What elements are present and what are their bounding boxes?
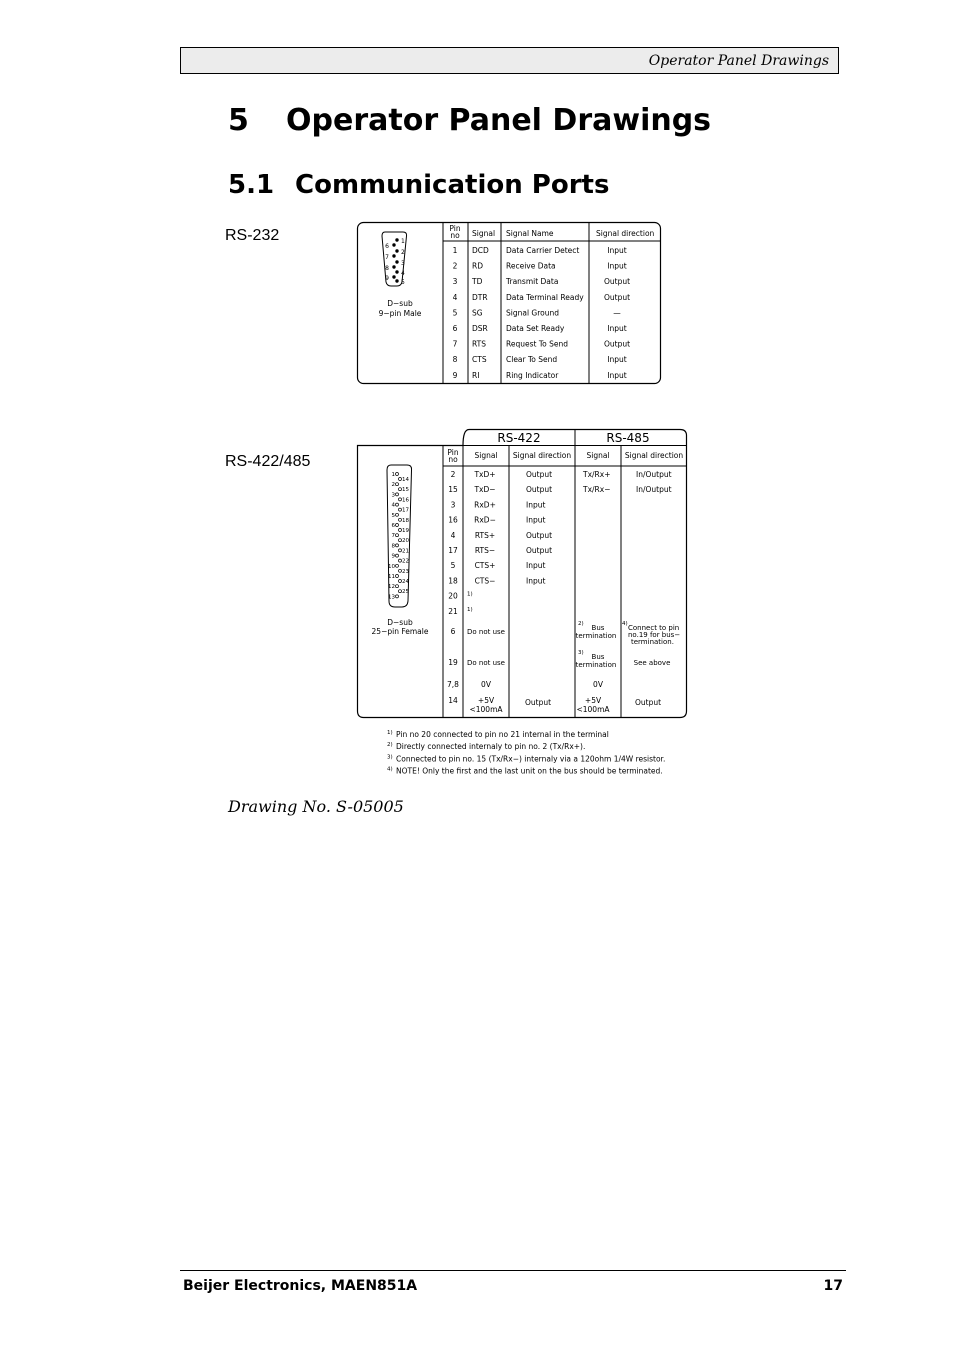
rs232-row-pin: 9 [452, 370, 458, 380]
db25-pin-hole [396, 493, 399, 496]
rs232-row-direction: — [613, 308, 621, 318]
rs232-row-name: Receive Data [506, 261, 556, 271]
db25-pin-label: 2 [391, 482, 395, 489]
section-title: Communication Ports [295, 170, 610, 200]
db25-pin-hole [396, 534, 399, 537]
rs232-connector-pins: 9−pin Male [378, 309, 422, 318]
rs422-row-direction: Input [526, 515, 546, 525]
db25-pin-label: 1 [391, 472, 395, 478]
footnote-text: Pin no 20 connected to pin no 21 internal in the terminal [396, 730, 609, 739]
db9-pin-7: 7 [385, 254, 389, 261]
db9-pin-1: 1 [401, 238, 405, 245]
pin19-485-signal-l1: Bus [591, 653, 605, 661]
rs422-row-direction: Output [526, 470, 553, 479]
db9-pin-6: 6 [385, 243, 389, 250]
db25-pin-label: 12 [388, 584, 395, 591]
db25-pin-label: 20 [402, 538, 409, 545]
db25-pin-hole [396, 524, 399, 527]
rs485-header-direction: Signal direction [624, 451, 684, 460]
rs422-row-pin: 4 [450, 530, 456, 540]
db9-pins [385, 238, 405, 286]
rs422-row-pin: 3 [450, 500, 456, 510]
rs232-row-name: Data Set Ready [506, 324, 565, 333]
db25-pin-label: 14 [402, 477, 409, 483]
pin78-pin: 7,8 [447, 680, 459, 689]
rs232-row-direction: Output [603, 277, 631, 287]
rs485-row-direction: In/Output [636, 470, 672, 479]
rs232-row-direction: Input [607, 246, 627, 255]
db25-pin-hole [396, 554, 399, 557]
rs232-row-signal: RTS [472, 339, 487, 349]
rs422-row-direction: Output [526, 546, 553, 555]
rs232-row-direction: Output [603, 339, 631, 349]
rs422-header-no: no [448, 455, 458, 464]
rs232-row-name: Transmit Data [506, 277, 559, 287]
pin6-485-dir-mark: 4) [622, 621, 628, 627]
pin6-485-dir-l2: no.19 for bus− [628, 631, 681, 639]
rs485-row-direction: In/Output [636, 485, 672, 495]
rs232-row-direction: Input [607, 261, 627, 271]
rs232-row-direction: Input [607, 370, 627, 380]
pin6-485-signal-l2: termination [575, 632, 617, 640]
rs422-row-signal: RTS− [474, 546, 496, 555]
rs422-connector-pins: 25−pin Female [371, 627, 429, 636]
db25-pin-hole [396, 564, 399, 567]
footer-page-number: 17 [823, 1278, 843, 1294]
pin19-485-signal-l2: termination [575, 661, 617, 669]
rs422-diagram [355, 427, 691, 722]
rs232-row-name: Signal Ground [506, 308, 560, 318]
rs232-row-name: Data Carrier Detect [506, 246, 580, 255]
pin78-signal: 0V [481, 680, 491, 689]
pin14-signal-l2: <100mA [469, 705, 503, 714]
rs232-row-pin: 4 [452, 292, 458, 302]
footnote-mark: 3) [387, 754, 393, 761]
rs232-header-signal-name: Signal Name [506, 229, 554, 238]
chapter-heading [228, 103, 711, 138]
pin19-pin: 19 [448, 658, 458, 667]
rs232-row-pin: 5 [452, 308, 458, 318]
rs422-connector-type: D−sub [387, 618, 413, 627]
rs232-row-name: Request To Send [506, 339, 569, 349]
db25-pin-label: 3 [391, 492, 395, 499]
rs232-row-pin: 2 [452, 261, 458, 271]
rs232-header-pin: Pin [449, 224, 461, 233]
rs232-header-signal: Signal [472, 229, 496, 238]
footnote-text: NOTE! Only the first and the last unit on the bus should be terminated. [396, 766, 663, 776]
section-heading [228, 170, 609, 200]
footnote-mark: 2) [387, 742, 393, 749]
rs422-row-pin: 2 [450, 470, 456, 479]
rs232-row-signal: CTS [472, 355, 487, 365]
rs232-diagram [355, 220, 665, 388]
db25-pin-label: 23 [402, 568, 409, 575]
rs422-row-signal-mark: 1) [467, 591, 473, 598]
rs422-row-direction: Input [526, 576, 546, 586]
pin14-485-signal-l2: <100mA [576, 705, 610, 714]
footnote-text: Connected to pin no. 15 (Tx/Rx−) internaly via a 120ohm 1/4W resistor. [396, 754, 666, 764]
db9-pin-4: 4 [401, 270, 405, 277]
rs422-row-pin: 17 [448, 546, 458, 555]
db25-pin-hole [396, 544, 399, 547]
db25-pin-label: 24 [402, 579, 409, 585]
db25-pin-label: 5 [391, 512, 395, 519]
rs232-header-direction: Signal direction [596, 229, 655, 238]
rs485-header-signal: Signal [586, 451, 610, 460]
pin6-signal: Do not use [467, 628, 505, 636]
rs422-row-direction: Output [526, 485, 553, 495]
rs422-row-direction: Output [526, 530, 553, 540]
pin78-485-signal: 0V [593, 680, 603, 689]
rs422-row-pin: 15 [448, 485, 458, 495]
rs422-label: RS-422/485 [225, 453, 311, 470]
rs232-row-pin: 7 [452, 339, 458, 349]
rs422-row-signal-mark: 1) [467, 606, 473, 613]
db25-pin-label: 13 [388, 594, 395, 601]
db25-pin-hole [396, 575, 399, 578]
rs232-row-pin: 8 [452, 355, 458, 365]
rs485-group-label: RS-485 [606, 431, 650, 445]
rs232-row-direction: Input [607, 324, 627, 333]
db25-pin-label: 4 [391, 502, 395, 509]
pin14-signal-l1: +5V [477, 696, 495, 705]
rs422-row-pin: 20 [448, 591, 458, 601]
db25-pin-label: 22 [402, 558, 409, 565]
rs422-header-direction: Signal direction [512, 451, 572, 460]
rs232-row-name: Ring Indicator [506, 370, 559, 380]
footnotes [385, 726, 695, 778]
db25-pin-label: 10 [388, 563, 395, 570]
footnote-mark: 4) [387, 766, 393, 773]
db25-pin-label: 25 [402, 589, 409, 596]
rs422-group-label: RS-422 [497, 431, 541, 445]
rs232-row-name: Clear To Send [506, 355, 558, 365]
rs485-row-signal: Tx/Rx− [583, 485, 611, 495]
rs232-row-direction: Output [603, 292, 631, 302]
db25-pin-label: 21 [402, 548, 409, 555]
rs232-label: RS-232 [225, 227, 280, 244]
db25-pin-hole [396, 473, 399, 476]
db25-pin-hole [396, 513, 399, 516]
db25-pin-label: 18 [402, 517, 409, 524]
rs422-row-pin: 21 [448, 606, 458, 616]
db25-pin-hole [396, 595, 399, 598]
running-header [180, 47, 839, 74]
db9-pin-9: 9 [385, 275, 389, 282]
db25-pin-label: 7 [391, 533, 395, 540]
chapter-title: Operator Panel Drawings [286, 103, 712, 138]
pin19-signal: Do not use [467, 659, 505, 667]
footnote-text: Directly connected internaly to pin no. 2 (Tx/Rx+). [396, 742, 586, 752]
db9-pin-5: 5 [401, 279, 405, 286]
drawing-number: Drawing No. S-05005 [228, 797, 404, 816]
pin6-485-signal-l1: Bus [591, 624, 605, 632]
pin19-485-mark: 3) [578, 650, 584, 656]
rs422-row-signal: TxD+ [474, 470, 496, 479]
db25-pin-label: 16 [402, 497, 409, 504]
rs422-row-direction: Input [526, 500, 546, 510]
db9-pin-3: 3 [401, 260, 405, 267]
rs422-row-signal: RTS+ [474, 530, 496, 540]
rs422-header-signal: Signal [474, 451, 498, 460]
db9-pin-8: 8 [385, 265, 389, 272]
db25-pin-label: 19 [402, 528, 409, 534]
db25-pin-hole [396, 503, 399, 506]
db25-pins [388, 472, 409, 600]
chapter-number: 5 [228, 103, 249, 138]
rs422-row-pin: 16 [448, 515, 458, 525]
pin14-pin: 14 [448, 696, 458, 705]
rs232-header-no: no [450, 231, 460, 240]
rs422-row-direction: Input [526, 561, 546, 571]
db25-pin-label: 9 [391, 553, 395, 560]
rs422-header-pin: Pin [447, 448, 459, 457]
rs232-row-signal: DTR [472, 292, 488, 302]
rs422-row-pin: 5 [450, 561, 456, 571]
section-number: 5.1 [228, 170, 275, 200]
rs422-row-signal: RxD+ [474, 500, 496, 510]
rs232-row-direction: Input [607, 355, 627, 365]
rs232-row-signal: DSR [472, 324, 488, 333]
rs422-row-pin: 18 [448, 576, 458, 586]
rs232-row-pin: 6 [452, 324, 458, 333]
rs232-row-name: Data Terminal Ready [506, 292, 584, 302]
pin6-485-mark: 2) [578, 621, 584, 627]
rs232-row-signal: RI [472, 370, 480, 380]
footnote-mark: 1) [387, 730, 393, 736]
rs232-row-pin: 3 [452, 277, 458, 287]
rs232-row-signal: RD [472, 261, 483, 271]
db25-pin-label: 8 [391, 543, 395, 550]
rs422-row-signal: RxD− [474, 515, 496, 525]
rs422-row-signal: CTS+ [474, 561, 496, 571]
db25-pin-label: 15 [402, 487, 409, 494]
footer-rule [180, 1270, 846, 1271]
rs485-row-signal: Tx/Rx+ [583, 470, 611, 479]
pin14-485-direction: Output [634, 698, 662, 707]
db25-pin-label: 17 [402, 507, 409, 514]
db25-pin-label: 6 [391, 523, 395, 529]
rs422-row-signal: TxD− [474, 485, 496, 495]
pin6-485-dir-l1: Connect to pin [628, 624, 680, 632]
rs422-row-signal: CTS− [474, 576, 496, 586]
rs232-row-signal: SG [472, 308, 483, 318]
rs232-connector-type: D−sub [387, 299, 413, 308]
rs232-row-signal: DCD [472, 246, 489, 255]
running-header-title: Operator Panel Drawings [648, 53, 829, 69]
footer-publisher: Beijer Electronics, MAEN851A [183, 1278, 418, 1294]
pin6-485-dir-l3: termination. [631, 638, 674, 646]
pin14-direction: Output [524, 698, 552, 707]
rs232-row-pin: 1 [452, 246, 458, 255]
db25-pin-hole [396, 483, 399, 486]
pin6-pin: 6 [450, 627, 456, 636]
db25-pin-hole [396, 585, 399, 588]
db25-pin-label: 11 [388, 574, 395, 580]
rs232-row-signal: TD [472, 277, 483, 287]
pin14-485-signal-l1: +5V [584, 696, 602, 705]
db9-pin-2: 2 [401, 249, 405, 256]
pin19-485-dir: See above [633, 659, 671, 667]
